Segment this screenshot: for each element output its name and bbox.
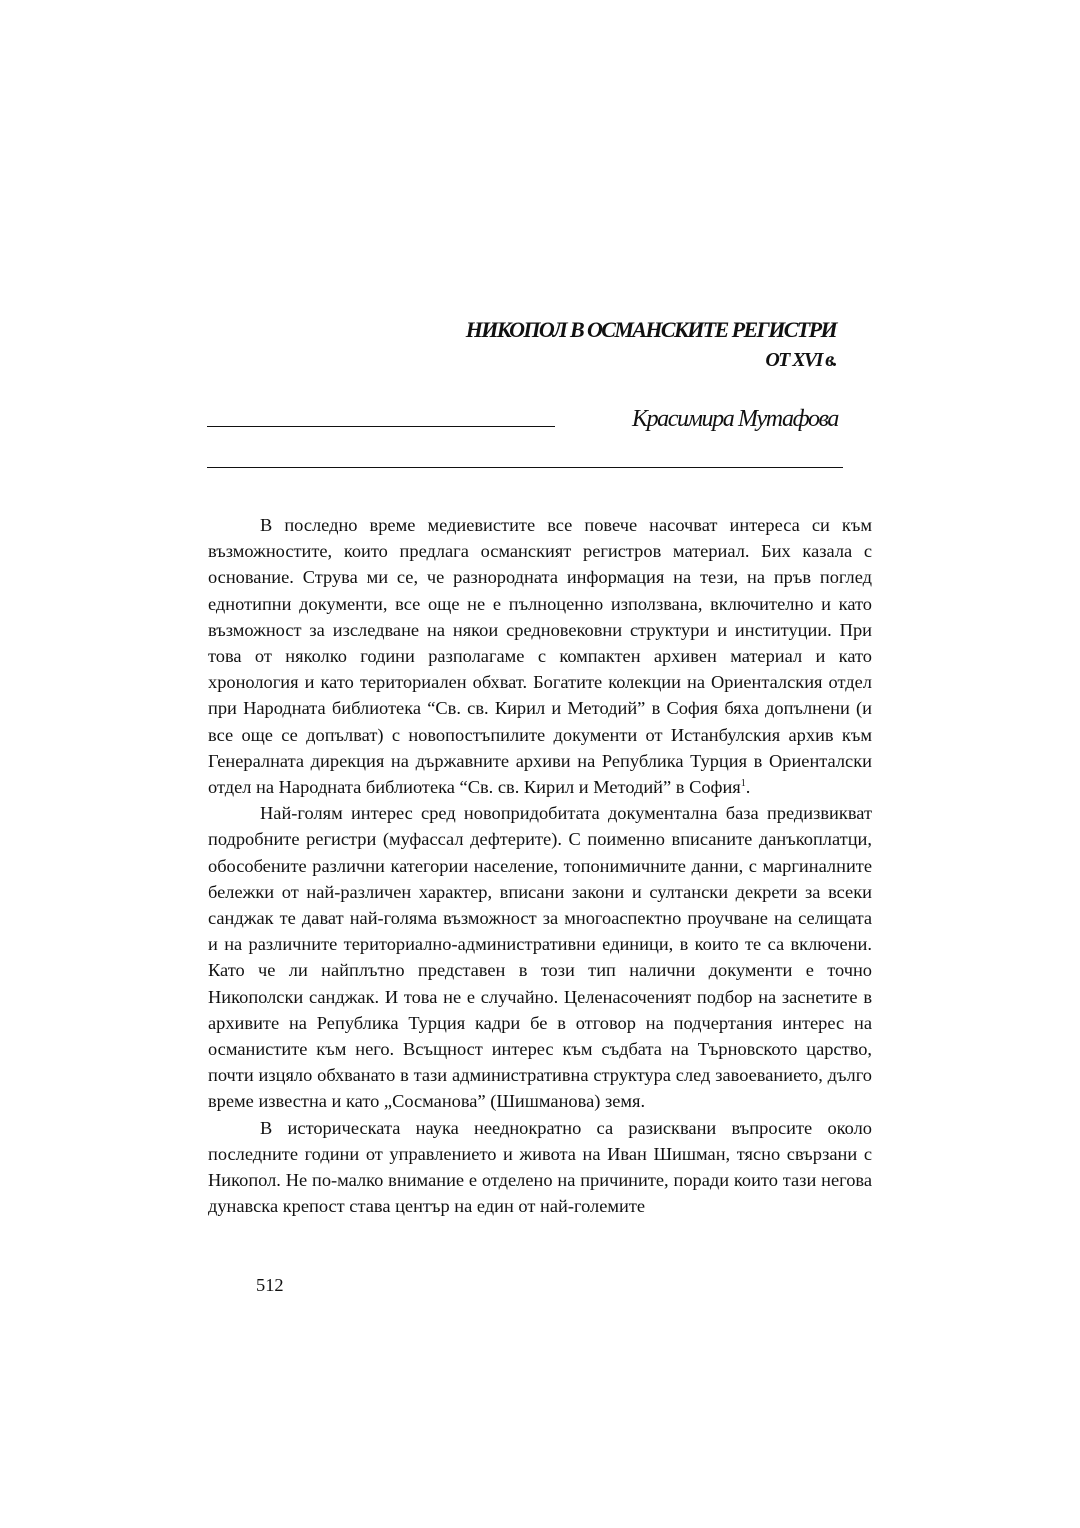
- paragraph-2: Най-голям интерес сред новопридобитата документална база предизвикват подробните регистри (муфассал дефтерите). С поименно вписаните данъкоплатци, обособените различни категории население, топонимичните данни, с маргиналните бележки от най-различен характер, вписани закони и султански декрети за всеки санджак те дават най-голяма възможност за многоаспектно проучване на селищата и на различните териториално-административни единици, в които те са включени. Като че ли найплътно представен в този тип налични документи е точно Никополски санджак. И това не е случайно. Целенасоченият подбор на заснетите в архивите на Република Турция кадри бе в отговор на подчертания интерес на османистите към него. Всъщност интерес към съдбата на Търновското царство, почти изцяло обхванато в тази административна структура след завоеванието, дълго време известна и като „Сосманова” (Шишманова) земя.: [208, 803, 872, 1112]
- paragraph-3: В историческата наука нееднократно са разисквани въпросите около последните години от управлението и живота на Иван Шишман, тясно свързани с Никопол. Не по-малко внимание е отделено на причините, поради които тази негова дунавска крепост става център на един от най-големите: [208, 1117, 872, 1217]
- article-title-line-2: ОТ XVI в.: [765, 349, 836, 371]
- paragraph-1: [208, 512, 872, 800]
- author-name: Красимира Мутафова: [632, 406, 838, 432]
- header-divider: [207, 467, 843, 468]
- paragraph-1-end: .: [745, 777, 751, 798]
- article-title: [466, 314, 836, 376]
- author-divider: [207, 426, 555, 427]
- page-number: 512: [256, 1275, 284, 1295]
- paragraph-1-text: В последно време медиевистите все повече насочват интереса си към възможностите, които предлага османският регистров материал. Бих казала с основание. Струва ми се, че разнородната информация на тези, на пръв поглед еднотипни документи, все още не е пълноценно използвана, включително и като възможност за изследване на някои средновековни структури и институции. При това от няколко години разполагаме с компактен архивен материал и като хронология и като териториален обхват. Богатите колекции на Ориенталския отдел при Народната библиотека “Св. св. Кирил и Методий” в София бяха допълнени (и все още се допълват) с новопостъпилите документи от Истанбулския архив към Генералната дирекция на държавните архиви на Република Турция в Ориенталски отдел на Народната библиотека “Св. св. Кирил и Методий” в София: [208, 515, 872, 798]
- article-title-line-1: НИКОПОЛ В ОСМАНСКИТЕ РЕГИСТРИ: [465, 317, 836, 342]
- footnote-marker: 1: [740, 777, 746, 789]
- author-row: [207, 406, 838, 438]
- article-body: [208, 512, 872, 1219]
